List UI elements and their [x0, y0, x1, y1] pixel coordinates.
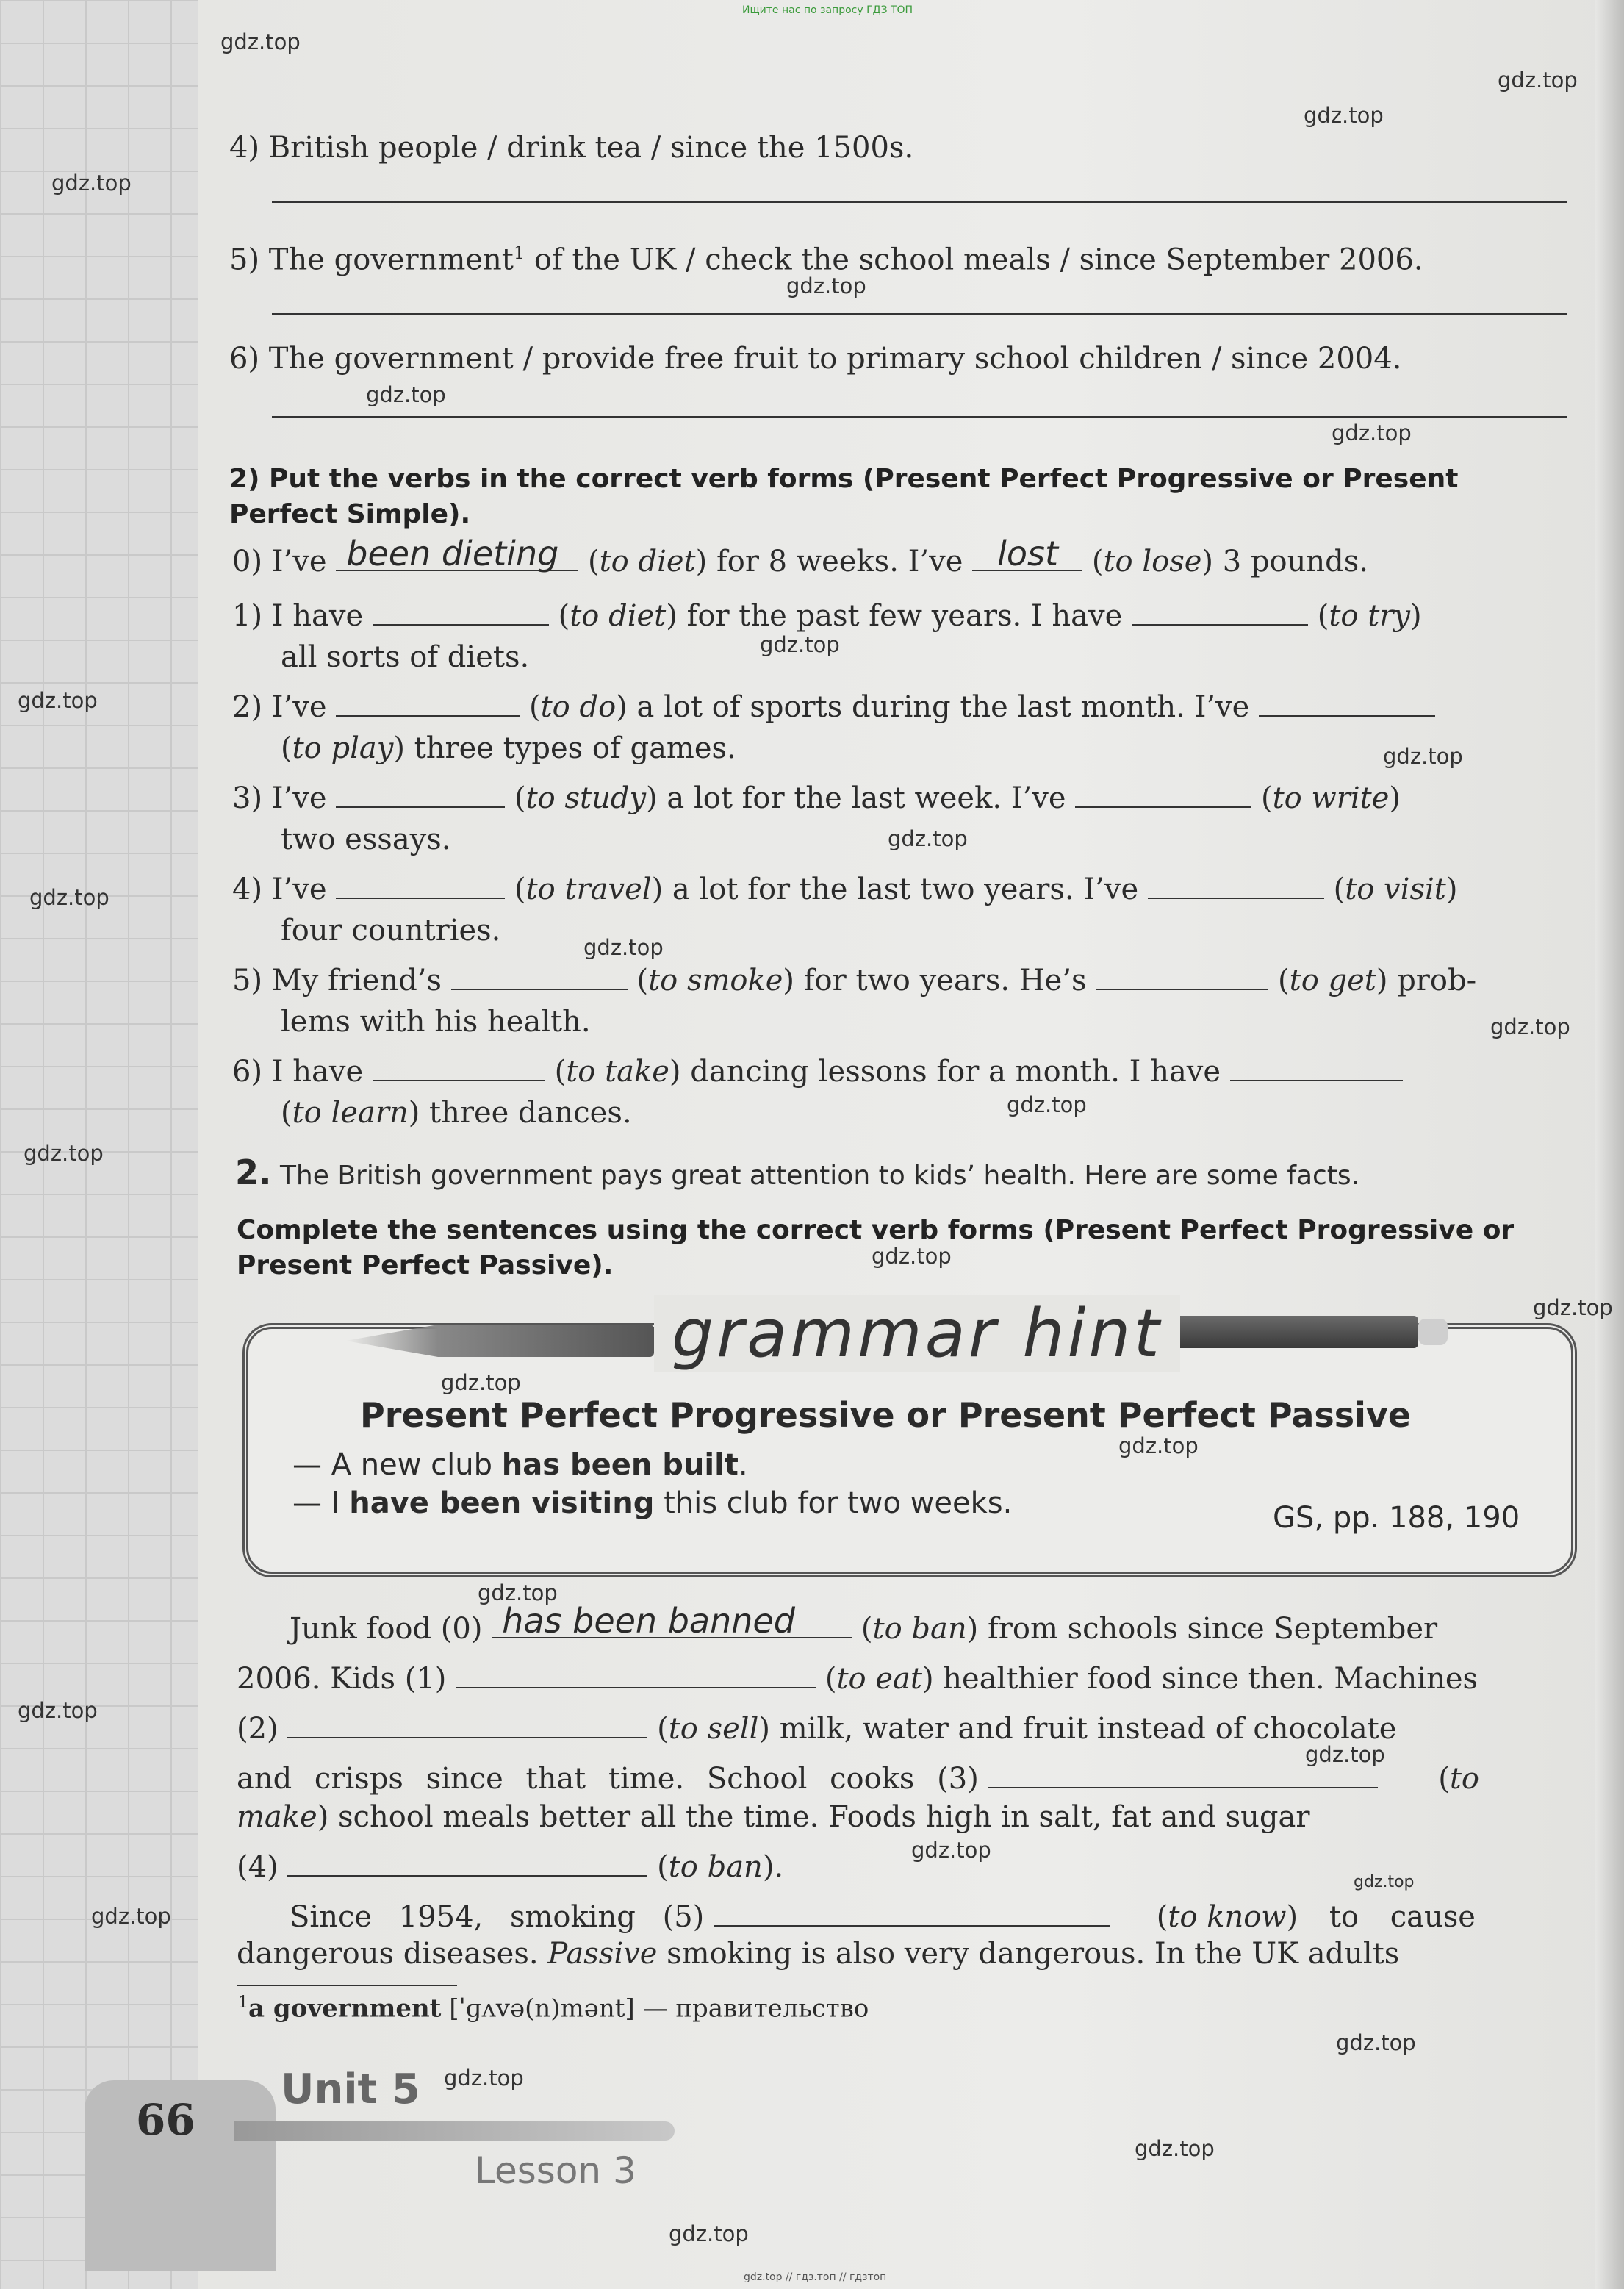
answer-blank[interactable] [336, 780, 505, 808]
answer-blank[interactable] [1096, 962, 1268, 990]
text-line-2: 2006. Kids (1) (to eat) healthier food since then. Machines [237, 1662, 1479, 1696]
answer-blank[interactable] [336, 689, 520, 717]
exercise2-instruction: Complete the sentences using the correct verb forms (Present Perfect Progressive or Present Perfect Passive). [237, 1215, 1515, 1280]
watermark: gdz.top [18, 688, 98, 713]
answer-blank[interactable] [972, 534, 1082, 573]
answer-blank[interactable] [336, 871, 505, 899]
task2-item-6: 6) I have (to take) dancing lessons for a month. I have [232, 1053, 1403, 1091]
watermark: gdz.top [1336, 2030, 1416, 2055]
answer-blank[interactable] [1148, 871, 1324, 899]
watermark: gdz.top [444, 2066, 524, 2091]
task2-item-4-cont: four countries. [281, 914, 501, 948]
page-number: 66 [136, 2095, 195, 2145]
text-line-3: (2) (to sell) milk, water and fruit instead of chocolate [237, 1712, 1397, 1746]
footer-bar [234, 2121, 675, 2141]
handwritten-answer: been dieting [346, 534, 559, 573]
text-line-5: make) school meals better all the time. Foods high in salt, fat and sugar [237, 1800, 1310, 1834]
page-edge [1595, 0, 1624, 2289]
watermark: gdz.top [366, 382, 446, 407]
answer-line-4 [272, 201, 1567, 203]
watermark: gdz.top [583, 935, 664, 960]
watermark: gdz.top [1007, 1092, 1087, 1117]
answer-line-6 [272, 416, 1567, 418]
watermark: gdz.top [478, 1580, 558, 1605]
watermark: gdz.top [18, 1698, 98, 1723]
text-line-4: and crisps since that time. School cooks (3) (to [237, 1762, 1480, 1796]
top-banner: Ищите нас по запросу ГДЗ ТОП [742, 4, 913, 16]
watermark: gdz.top [91, 1904, 171, 1929]
watermark: gdz.top [888, 826, 968, 851]
watermark: gdz.top [1118, 1433, 1199, 1458]
task2-item-3-cont: two essays. [281, 823, 451, 856]
watermark: gdz.top [1354, 1873, 1415, 1891]
grammar-hint-heading: Present Perfect Progressive or Present Perfect Passive [360, 1395, 1412, 1435]
answer-blank[interactable] [492, 1601, 852, 1641]
watermark: gdz.top [51, 171, 132, 196]
pencil-right-icon [1176, 1316, 1418, 1348]
watermark: gdz.top [29, 885, 109, 910]
task2-item-3: 3) I’ve (to study) a lot for the last week. I’ve (to write) [232, 781, 1401, 815]
grammar-hint-example-2: — I have been visiting this club for two weeks. [292, 1486, 1013, 1520]
task2-item-2-cont: (to play) three types of games. [281, 731, 736, 765]
answer-blank[interactable] [287, 1849, 647, 1877]
answer-blank[interactable] [373, 598, 549, 626]
watermark: gdz.top [872, 1244, 952, 1269]
watermark: gdz.top [786, 273, 866, 298]
watermark: gdz.top [24, 1141, 104, 1166]
ex1-sentence-5: 5) The government$^1$ of the UK / check the school meals / since September 2006. [229, 243, 1423, 277]
ex1-sentence-6: 6) The government / provide free fruit to primary school children / since 2004. [229, 342, 1402, 376]
task2-item-5-cont: lems with his health. [281, 1005, 591, 1039]
task2-item-6-cont: (to learn) three dances. [281, 1096, 632, 1130]
answer-blank[interactable] [373, 1053, 545, 1081]
watermark: gdz.top [220, 29, 301, 54]
task2-item-1: 1) I have (to diet) for the past few years. I have (to try) [232, 599, 1422, 633]
handwritten-answer: has been banned [502, 1601, 795, 1641]
watermark: gdz.top [911, 1838, 991, 1863]
watermark: gdz.top [1490, 1014, 1570, 1039]
task2-item-0: 0) I’ve been dieting (to diet) for 8 weeks. I’ve lost (to lose) 3 pounds. [232, 534, 1368, 578]
exercise-number: 2. [235, 1153, 272, 1192]
ex1-sentence-4: 4) British people / drink tea / since the 1500s. [229, 131, 914, 165]
footer-lesson: Lesson 3 [475, 2149, 636, 2192]
task2-item-5: 5) My friend’s (to smoke) for two years. He’s (to get) prob- [232, 964, 1477, 997]
footnote: $^1$a government [ˈɡʌvə(n)mənt] — правительство [238, 1994, 869, 2024]
text-line-7: Since 1954, smoking (5) (to know) to cause [290, 1900, 1476, 1934]
grammar-hint-example-1: — A new club has been built. [292, 1448, 748, 1482]
answer-blank[interactable] [1259, 689, 1435, 717]
answer-blank[interactable] [1230, 1053, 1403, 1081]
handwritten-answer: lost [997, 534, 1059, 573]
watermark: gdz.top [1305, 1742, 1385, 1767]
watermark: gdz.top [1383, 744, 1463, 769]
answer-blank[interactable] [1132, 598, 1308, 626]
watermark: gdz.top [1533, 1295, 1613, 1320]
text-line-8: dangerous diseases. Passive smoking is also very dangerous. In the UK adults [237, 1937, 1400, 1971]
exercise2-intro: 2. The British government pays great attention to kids’ health. Here are some facts. [235, 1153, 1360, 1192]
watermark: gdz.top [760, 632, 840, 657]
answer-blank[interactable] [451, 962, 628, 990]
answer-blank[interactable] [714, 1899, 1110, 1927]
task2-item-1-cont: all sorts of diets. [281, 640, 530, 674]
watermark: gdz.top [1498, 68, 1578, 93]
task2-item-4: 4) I’ve (to travel) a lot for the last two years. I’ve (to visit) [232, 873, 1458, 906]
answer-blank[interactable] [1075, 780, 1251, 808]
answer-blank[interactable] [456, 1661, 816, 1688]
task2-instruction: 2) Put the verbs in the correct verb forms (Present Perfect Progressive or Present Perfect Simple). [229, 464, 1459, 529]
watermark: gdz.top [1304, 103, 1384, 128]
grammar-hint-reference: GS, pp. 188, 190 [1273, 1501, 1520, 1535]
grammar-hint-title: grammar hint [654, 1295, 1180, 1372]
watermark: gdz.top [669, 2221, 749, 2246]
answer-blank[interactable] [287, 1711, 647, 1738]
pencil-eraser-icon [1418, 1319, 1448, 1345]
footer-unit: Unit 5 [281, 2066, 420, 2113]
footnote-rule [237, 1985, 457, 1986]
task2-item-2: 2) I’ve (to do) a lot of sports during the last month. I’ve [232, 688, 1435, 726]
text-line-6: (4) (to ban). [237, 1850, 784, 1884]
answer-line-5 [272, 313, 1567, 315]
watermark: gdz.top [1332, 420, 1412, 445]
watermark: gdz.top [441, 1370, 521, 1395]
bottom-banner: gdz.top // гдз.топ // гдзтоп [744, 2271, 887, 2283]
answer-blank[interactable] [336, 534, 578, 573]
text-line-1: Junk food (0) has been banned (to ban) from schools since September [290, 1601, 1438, 1646]
watermark: gdz.top [1135, 2136, 1215, 2161]
